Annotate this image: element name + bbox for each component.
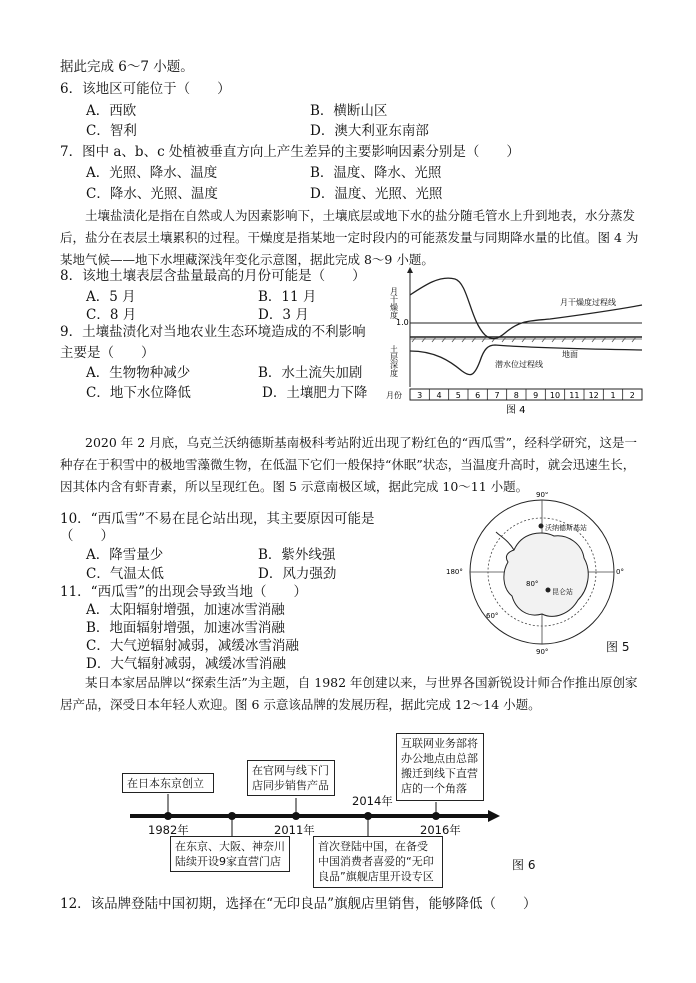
q9-option-d: D．土壤肥力下降 bbox=[262, 385, 368, 401]
fig4-month-1: 1 bbox=[610, 391, 616, 400]
fig5-vernadsky-marker bbox=[539, 524, 544, 529]
question-10-stem-line2: （ ） bbox=[60, 528, 114, 544]
fig4-month-4: 4 bbox=[436, 391, 442, 400]
q8-option-b: B．11 月 bbox=[258, 289, 317, 305]
fig4-month-label: 月份 bbox=[386, 391, 402, 400]
q7-option-b: B．温度、降水、光照 bbox=[310, 165, 442, 181]
q7-option-d: D．温度、光照、光照 bbox=[310, 186, 443, 202]
fig4-y-top-label: 月干燥度 bbox=[389, 287, 399, 319]
fig4-month-12: 12 bbox=[588, 391, 599, 400]
intro-text: 据此完成 6～7 小题。 bbox=[60, 59, 194, 75]
question-8-stem: 8．该地土壤表层含盐量最高的月份可能是（ ） bbox=[60, 268, 366, 284]
q6-option-d: D．澳大利亚东南部 bbox=[310, 123, 429, 139]
fig6-year-1982: 1982年 bbox=[148, 823, 189, 837]
fig6-year-2011: 2011年 bbox=[274, 823, 315, 837]
question-7-stem: 7．图中 a、b、c 处植被垂直方向上产生差异的主要影响因素分别是（ ） bbox=[60, 144, 520, 160]
fig6-dot-2011 bbox=[292, 812, 300, 820]
q9-option-c: C．地下水位降低 bbox=[86, 385, 191, 401]
q9-option-b: B．水土流失加剧 bbox=[258, 365, 363, 381]
q9-option-a: A．生物物种减少 bbox=[86, 365, 191, 381]
fig6-box-2011: 在官网与线下门店同步销售产品 bbox=[247, 760, 335, 796]
fig5-station-kunlun: 昆仑站 bbox=[552, 588, 573, 596]
q10-option-b: B．紫外线强 bbox=[258, 547, 336, 563]
fig5-label-90-bottom: 90° bbox=[536, 648, 549, 656]
fig6-dot-2016 bbox=[432, 812, 440, 820]
figure-4-diagram bbox=[380, 265, 650, 415]
fig6-box-2016: 互联网业务部将办公地点由总部搬迁到线下直营店的一个角落 bbox=[396, 733, 484, 801]
q11-option-c: C．大气逆辐射减弱，减缓冰雪消融 bbox=[86, 638, 299, 654]
question-11-stem: 11．“西瓜雪”的出现会导致当地（ ） bbox=[60, 584, 307, 600]
q6-option-c: C．智利 bbox=[86, 123, 137, 139]
q6-option-b: B．横断山区 bbox=[310, 103, 388, 119]
q10-option-a: A．降雪量少 bbox=[86, 547, 164, 563]
fig6-dot-mid bbox=[228, 812, 236, 820]
fig4-month-9: 9 bbox=[533, 391, 539, 400]
fig5-label-80: 80° bbox=[526, 580, 539, 588]
fig5-label-180: 180° bbox=[446, 568, 463, 576]
fig4-water-label: 潜水位过程线 bbox=[495, 360, 543, 369]
paragraph-salinization: 土壤盐渍化是指在自然或人为因素影响下，土壤底层或地下水的盐分随毛管水上升到地表，水分蒸发后，盐分在表层土壤累积的过程。干燥度是指某地一定时段内的可能蒸发量与同期降水量的比值。图 4 为某地气候——地下水埋藏深浅年变化示意图，据此完成 8～9 小题。 bbox=[60, 208, 639, 267]
fig4-month-7: 7 bbox=[494, 391, 500, 400]
fig5-label-0: 0° bbox=[616, 568, 624, 576]
q11-option-d: D．大气辐射减弱，减缓冰雪消融 bbox=[86, 656, 286, 672]
figure-6-timeline bbox=[120, 790, 510, 850]
fig4-month-8: 8 bbox=[513, 391, 519, 400]
fig4-caption: 图 4 bbox=[506, 405, 526, 415]
fig6-caption: 图 6 bbox=[512, 858, 536, 872]
fig4-month-5: 5 bbox=[455, 391, 461, 400]
fig5-label-60: 60° bbox=[486, 612, 499, 620]
fig4-dryness-curve bbox=[410, 278, 642, 339]
fig4-month-6: 6 bbox=[475, 391, 481, 400]
fig4-ground-label: 地面 bbox=[562, 350, 578, 359]
fig6-year-2014: 2014年 bbox=[352, 794, 393, 808]
fig5-label-90-top: 90° bbox=[536, 492, 549, 499]
fig4-month-3: 3 bbox=[417, 391, 423, 400]
q8-option-c: C．8 月 bbox=[86, 307, 137, 323]
fig4-value-one: 1.0 bbox=[396, 318, 409, 327]
question-9-stem-line1: 9．土壤盐渍化对当地农业生态环境造成的不利影响 bbox=[60, 324, 366, 340]
figure-5-map bbox=[442, 492, 652, 662]
fig4-month-10: 10 bbox=[549, 391, 561, 400]
fig4-month-2: 2 bbox=[629, 391, 635, 400]
fig5-station-vernadsky: 沃纳德斯基站 bbox=[545, 524, 587, 532]
question-12-stem: 12．该品牌登陆中国初期，选择在“无印良品”旗舰店里销售，能够降低（ ） bbox=[60, 896, 537, 912]
q6-option-a: A．西欧 bbox=[86, 103, 137, 119]
question-10-stem-line1: 10．“西瓜雪”不易在昆仑站出现，其主要原因可能是 bbox=[60, 511, 375, 527]
paragraph-watermelon-snow: 2020 年 2 月底，乌克兰沃纳德斯基南极科考站附近出现了粉红色的“西瓜雪”，经科学研究，这是一种存在于积雪中的极地雪藻微生物，在低温下它们一般保持“休眠”状态，当温度升高时，就会迅速生长，因其体内含有虾青素，所以呈现红色。图 5 示意南极区域，据此完成 10～11 小题。 bbox=[60, 435, 637, 494]
question-6-stem: 6．该地区可能位于（ ） bbox=[60, 81, 231, 97]
fig4-y-bottom-label: 土层深度 bbox=[389, 345, 399, 377]
fig6-box-1982-2011: 在东京、大阪、神奈川陆续开设9家直营门店 bbox=[170, 836, 290, 872]
fig5-antarctica bbox=[504, 533, 588, 616]
fig6-box-2014: 首次登陆中国，在备受中国消费者喜爱的“无印良品”旗舰店里开设专区 bbox=[313, 836, 443, 888]
q10-option-d: D．风力强劲 bbox=[258, 566, 337, 582]
q11-option-b: B．地面辐射增强，加速冰雪消融 bbox=[86, 620, 285, 636]
fig5-kunlun-marker bbox=[546, 588, 551, 593]
paragraph-brand: 某日本家居品牌以“探索生活”为主题，自 1982 年创建以来，与世界各国新锐设计师合作推出原创家居产品，深受日本年轻人欢迎。图 6 示意该品牌的发展历程，据此完成 12～14 小题。 bbox=[60, 675, 638, 712]
fig5-caption: 图 5 bbox=[606, 640, 630, 654]
fig4-month-11: 11 bbox=[569, 391, 580, 400]
q7-option-a: A．光照、降水、温度 bbox=[86, 165, 218, 181]
fig6-box-1982: 在日本东京创立 bbox=[122, 773, 214, 793]
q8-option-a: A．5 月 bbox=[86, 289, 136, 305]
q8-option-d: D．3 月 bbox=[258, 307, 309, 323]
fig6-dot-2014 bbox=[364, 812, 372, 820]
fig6-dot-1982 bbox=[164, 812, 172, 820]
q7-option-c: C．降水、光照、温度 bbox=[86, 186, 218, 202]
fig6-arrow bbox=[488, 810, 500, 822]
question-9-stem-line2: 主要是（ ） bbox=[60, 345, 155, 361]
q10-option-c: C．气温太低 bbox=[86, 566, 164, 582]
fig6-year-2016: 2016年 bbox=[420, 823, 461, 837]
q11-option-a: A．太阳辐射增强，加速冰雪消融 bbox=[86, 602, 285, 618]
fig4-dryness-label: 月干燥度过程线 bbox=[560, 298, 616, 307]
